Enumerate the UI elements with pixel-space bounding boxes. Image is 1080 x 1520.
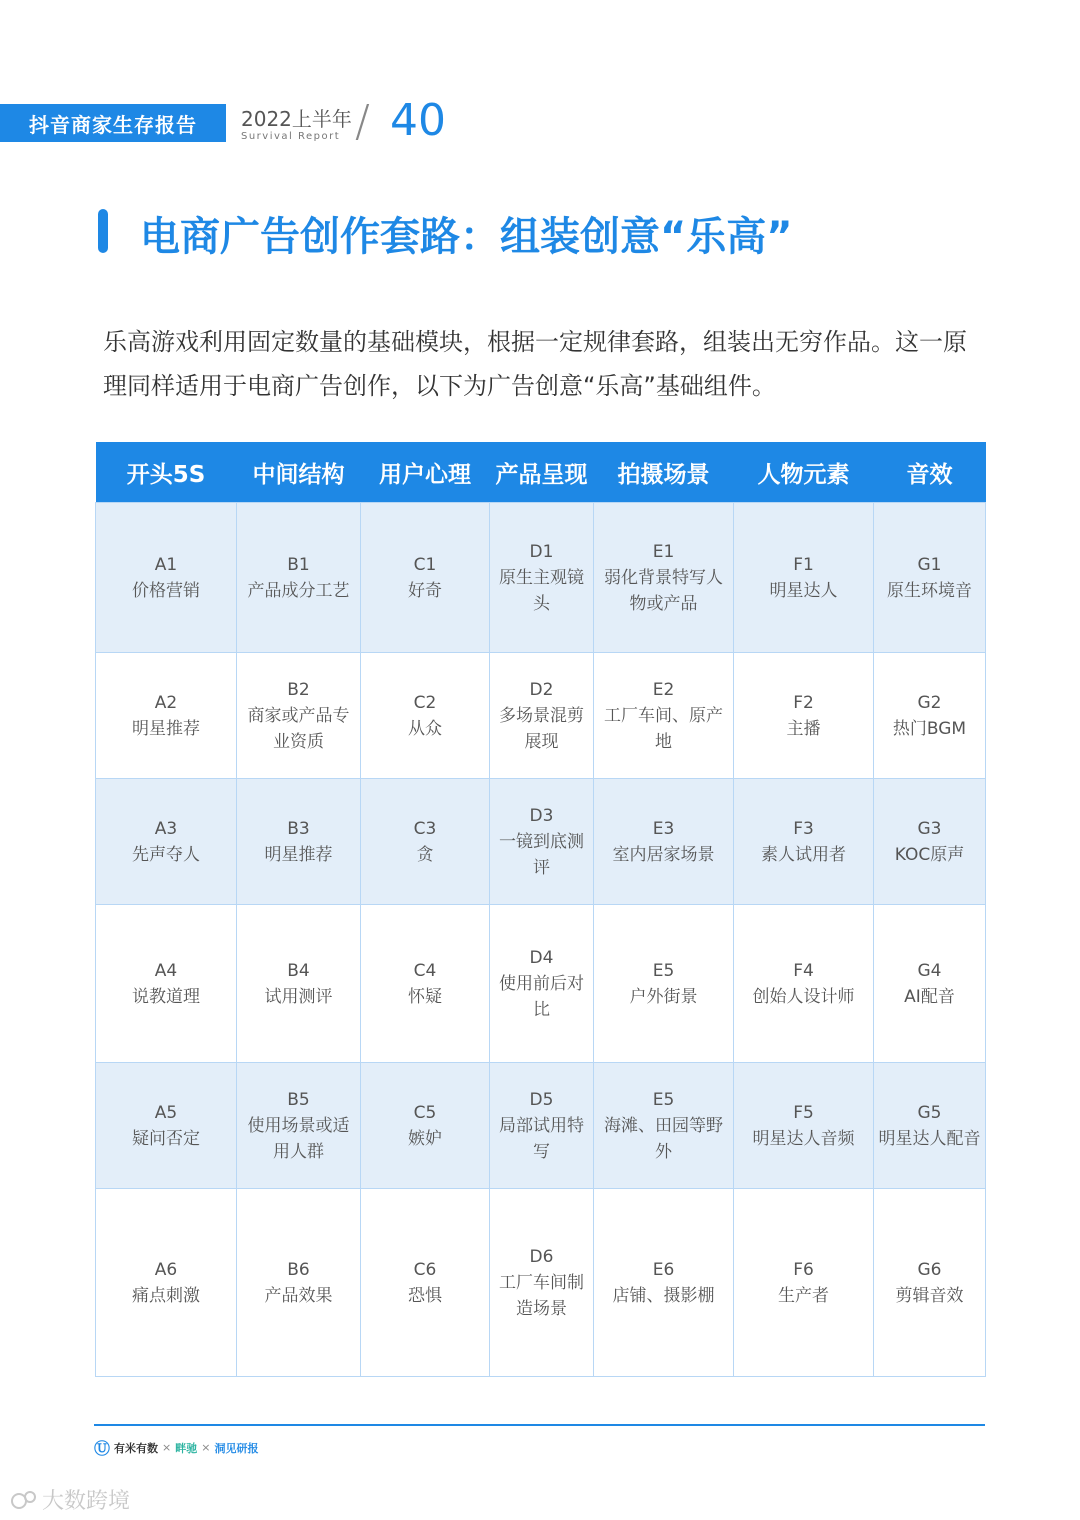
table-cell (734, 779, 874, 905)
cell-label: 工厂车间制造场景 (499, 1272, 584, 1319)
cell-code: E5 (652, 1089, 675, 1110)
watermark (10, 1484, 130, 1515)
table-cell (874, 1189, 986, 1377)
cell-code: B5 (287, 1089, 310, 1110)
cell-label: 商家或产品专业资质 (247, 705, 350, 752)
footer-logos (94, 1436, 258, 1459)
table-cell (734, 1189, 874, 1377)
cell-code: B3 (287, 818, 310, 839)
table-cell (490, 653, 594, 779)
report-year: 2022上半年 (241, 107, 352, 131)
cell-label: AI配音 (904, 986, 955, 1007)
cell-code: A6 (154, 1259, 178, 1280)
cell-label: 原生主观镜头 (499, 567, 584, 614)
cell-label: 多场景混剪展现 (499, 705, 584, 752)
cell-code: E6 (652, 1259, 675, 1280)
cell-label: 明星达人 (769, 580, 838, 601)
cell-code: F4 (793, 960, 814, 981)
cell-label: 好奇 (408, 580, 442, 601)
table-row (96, 503, 986, 653)
table-cell (874, 779, 986, 905)
table-cell (594, 1063, 734, 1189)
youmi-logo-icon: Ⓤ (94, 1439, 111, 1458)
cell-code: D2 (529, 679, 554, 700)
cell-label: 局部试用特写 (499, 1115, 584, 1162)
cell-code: D3 (529, 805, 554, 826)
header-divider: / (355, 96, 370, 147)
cell-code: B6 (287, 1259, 310, 1280)
cell-code: D5 (529, 1089, 554, 1110)
cell-code: D6 (529, 1246, 554, 1267)
cell-label: 使用前后对比 (499, 973, 584, 1020)
table-cell (490, 1189, 594, 1377)
cell-code: G6 (917, 1259, 942, 1280)
intro-paragraph: 乐高游戏利用固定数量的基础模块，根据一定规律套路，组装出无穷作品。这一原理同样适用于电商广告创作，以下为广告创意“乐高”基础组件。 (103, 328, 967, 400)
cell-code: E3 (652, 818, 675, 839)
table-cell (237, 1189, 361, 1377)
column-header: 音效 (874, 442, 986, 503)
table-row (96, 779, 986, 905)
cell-code: A4 (154, 960, 178, 981)
table-cell (734, 653, 874, 779)
cell-label: 工厂车间、原产地 (604, 705, 723, 752)
cell-label: KOC原声 (894, 844, 965, 865)
footer-divider (94, 1424, 985, 1426)
page-number: 40 (390, 95, 446, 146)
cell-label: 原生环境音 (887, 580, 972, 601)
cell-code: E5 (652, 960, 675, 981)
logo-separator: × (162, 1441, 172, 1454)
cell-label: 户外街景 (629, 986, 698, 1007)
cell-code: F6 (793, 1259, 814, 1280)
table-cell (734, 503, 874, 653)
cell-label: 明星达人配音 (878, 1128, 981, 1149)
table-cell (361, 1063, 490, 1189)
table-cell (96, 503, 237, 653)
logo-youmi: 有米有数 (114, 1441, 159, 1455)
cell-label: 说教道理 (132, 986, 200, 1007)
table-row (96, 653, 986, 779)
column-header: 用户心理 (361, 442, 490, 503)
cell-code: B1 (287, 554, 310, 575)
cell-code: E1 (652, 541, 675, 562)
cell-label: 先声夺人 (132, 844, 200, 865)
cell-code: C6 (413, 1259, 437, 1280)
cell-code: G1 (917, 554, 942, 575)
cell-label: 怀疑 (408, 986, 442, 1007)
cell-label: 创始人设计师 (752, 986, 855, 1007)
watermark-text: 大数跨境 (42, 1489, 131, 1514)
watermark-logo-icon (10, 1489, 38, 1511)
table-cell (361, 779, 490, 905)
table-row (96, 905, 986, 1063)
cell-code: C5 (413, 1102, 437, 1123)
cell-label: 明星推荐 (264, 844, 333, 865)
table-cell (96, 905, 237, 1063)
table-cell (734, 905, 874, 1063)
table-cell (594, 653, 734, 779)
cell-code: B2 (287, 679, 310, 700)
table-cell (96, 653, 237, 779)
cell-label: 主播 (786, 718, 821, 739)
table-row (96, 1063, 986, 1189)
table-cell (237, 653, 361, 779)
cell-label: 海滩、田园等野外 (604, 1115, 723, 1162)
cell-code: E2 (652, 679, 675, 700)
table-cell (874, 905, 986, 1063)
cell-label: 室内居家场景 (612, 844, 715, 865)
table-cell (594, 905, 734, 1063)
cell-label: 使用场景或适用人群 (247, 1115, 350, 1162)
cell-label: 产品成分工艺 (247, 580, 350, 601)
table-cell (874, 653, 986, 779)
creative-components-table (95, 442, 986, 1377)
cell-label: 明星达人音频 (752, 1128, 855, 1149)
table-cell (237, 905, 361, 1063)
cell-label: 从众 (408, 718, 442, 739)
table-cell (361, 1189, 490, 1377)
table-cell (874, 1063, 986, 1189)
table-cell (237, 503, 361, 653)
column-header: 开头5S (96, 442, 237, 503)
table-cell (96, 1063, 237, 1189)
table-cell (237, 779, 361, 905)
logo-separator: × (201, 1441, 211, 1454)
cell-label: 试用测评 (264, 986, 333, 1007)
table-cell (594, 1189, 734, 1377)
cell-code: D1 (529, 541, 554, 562)
table-cell (96, 1189, 237, 1377)
column-header: 中间结构 (237, 442, 361, 503)
table-cell (490, 905, 594, 1063)
column-header: 产品呈现 (490, 442, 594, 503)
table-cell (490, 779, 594, 905)
table-header-row (96, 442, 986, 503)
cell-label: 素人试用者 (761, 844, 846, 865)
cell-label: 疑问否定 (132, 1128, 200, 1149)
table-cell (361, 503, 490, 653)
cell-code: F3 (793, 818, 814, 839)
table-cell (874, 503, 986, 653)
cell-label: 嫉妒 (408, 1128, 442, 1149)
cell-label: 热门BGM (892, 718, 967, 739)
cell-code: F5 (793, 1102, 814, 1123)
cell-label: 贪 (416, 844, 434, 865)
page-title: 电商广告创作套路：组装创意“乐高” (140, 214, 793, 260)
cell-label: 痛点刺激 (132, 1285, 200, 1306)
table-cell (490, 503, 594, 653)
table-cell (96, 779, 237, 905)
cell-label: 一镜到底测评 (499, 831, 584, 878)
cell-code: G3 (917, 818, 942, 839)
cell-code: F2 (793, 692, 814, 713)
table-cell (237, 1063, 361, 1189)
table-cell (361, 905, 490, 1063)
cell-label: 产品效果 (264, 1285, 333, 1306)
cell-label: 剪辑音效 (895, 1285, 964, 1306)
cell-label: 弱化背景特写人物或产品 (604, 567, 723, 614)
cell-code: A2 (154, 692, 178, 713)
cell-label: 恐惧 (408, 1285, 442, 1306)
cell-code: G5 (917, 1102, 942, 1123)
cell-code: D4 (529, 947, 554, 968)
cell-code: B4 (287, 960, 310, 981)
cell-code: G2 (917, 692, 942, 713)
table-cell (734, 1063, 874, 1189)
cell-label: 价格营销 (132, 580, 200, 601)
cell-code: C3 (413, 818, 437, 839)
cell-code: A5 (154, 1102, 178, 1123)
table-row (96, 1189, 986, 1377)
table-cell (594, 503, 734, 653)
logo-dongjian: 洞见研报 (214, 1441, 259, 1455)
table-cell (594, 779, 734, 905)
report-subtitle: Survival Report (241, 131, 341, 142)
column-header: 人物元素 (734, 442, 874, 503)
cell-code: F1 (793, 554, 814, 575)
title-accent-bar (98, 209, 108, 253)
report-title-band: 抖音商家生存报告 (0, 104, 226, 142)
cell-code: C1 (413, 554, 437, 575)
cell-code: A1 (154, 554, 178, 575)
column-header: 拍摄场景 (594, 442, 734, 503)
cell-code: C4 (413, 960, 437, 981)
table-cell (490, 1063, 594, 1189)
cell-label: 生产者 (778, 1285, 829, 1306)
cell-code: G4 (917, 960, 942, 981)
cell-label: 明星推荐 (132, 718, 200, 739)
cell-code: A3 (154, 818, 178, 839)
logo-panchi: 畔驰 (175, 1441, 198, 1455)
cell-label: 店铺、摄影棚 (612, 1285, 715, 1306)
table-cell (361, 653, 490, 779)
cell-code: C2 (413, 692, 437, 713)
